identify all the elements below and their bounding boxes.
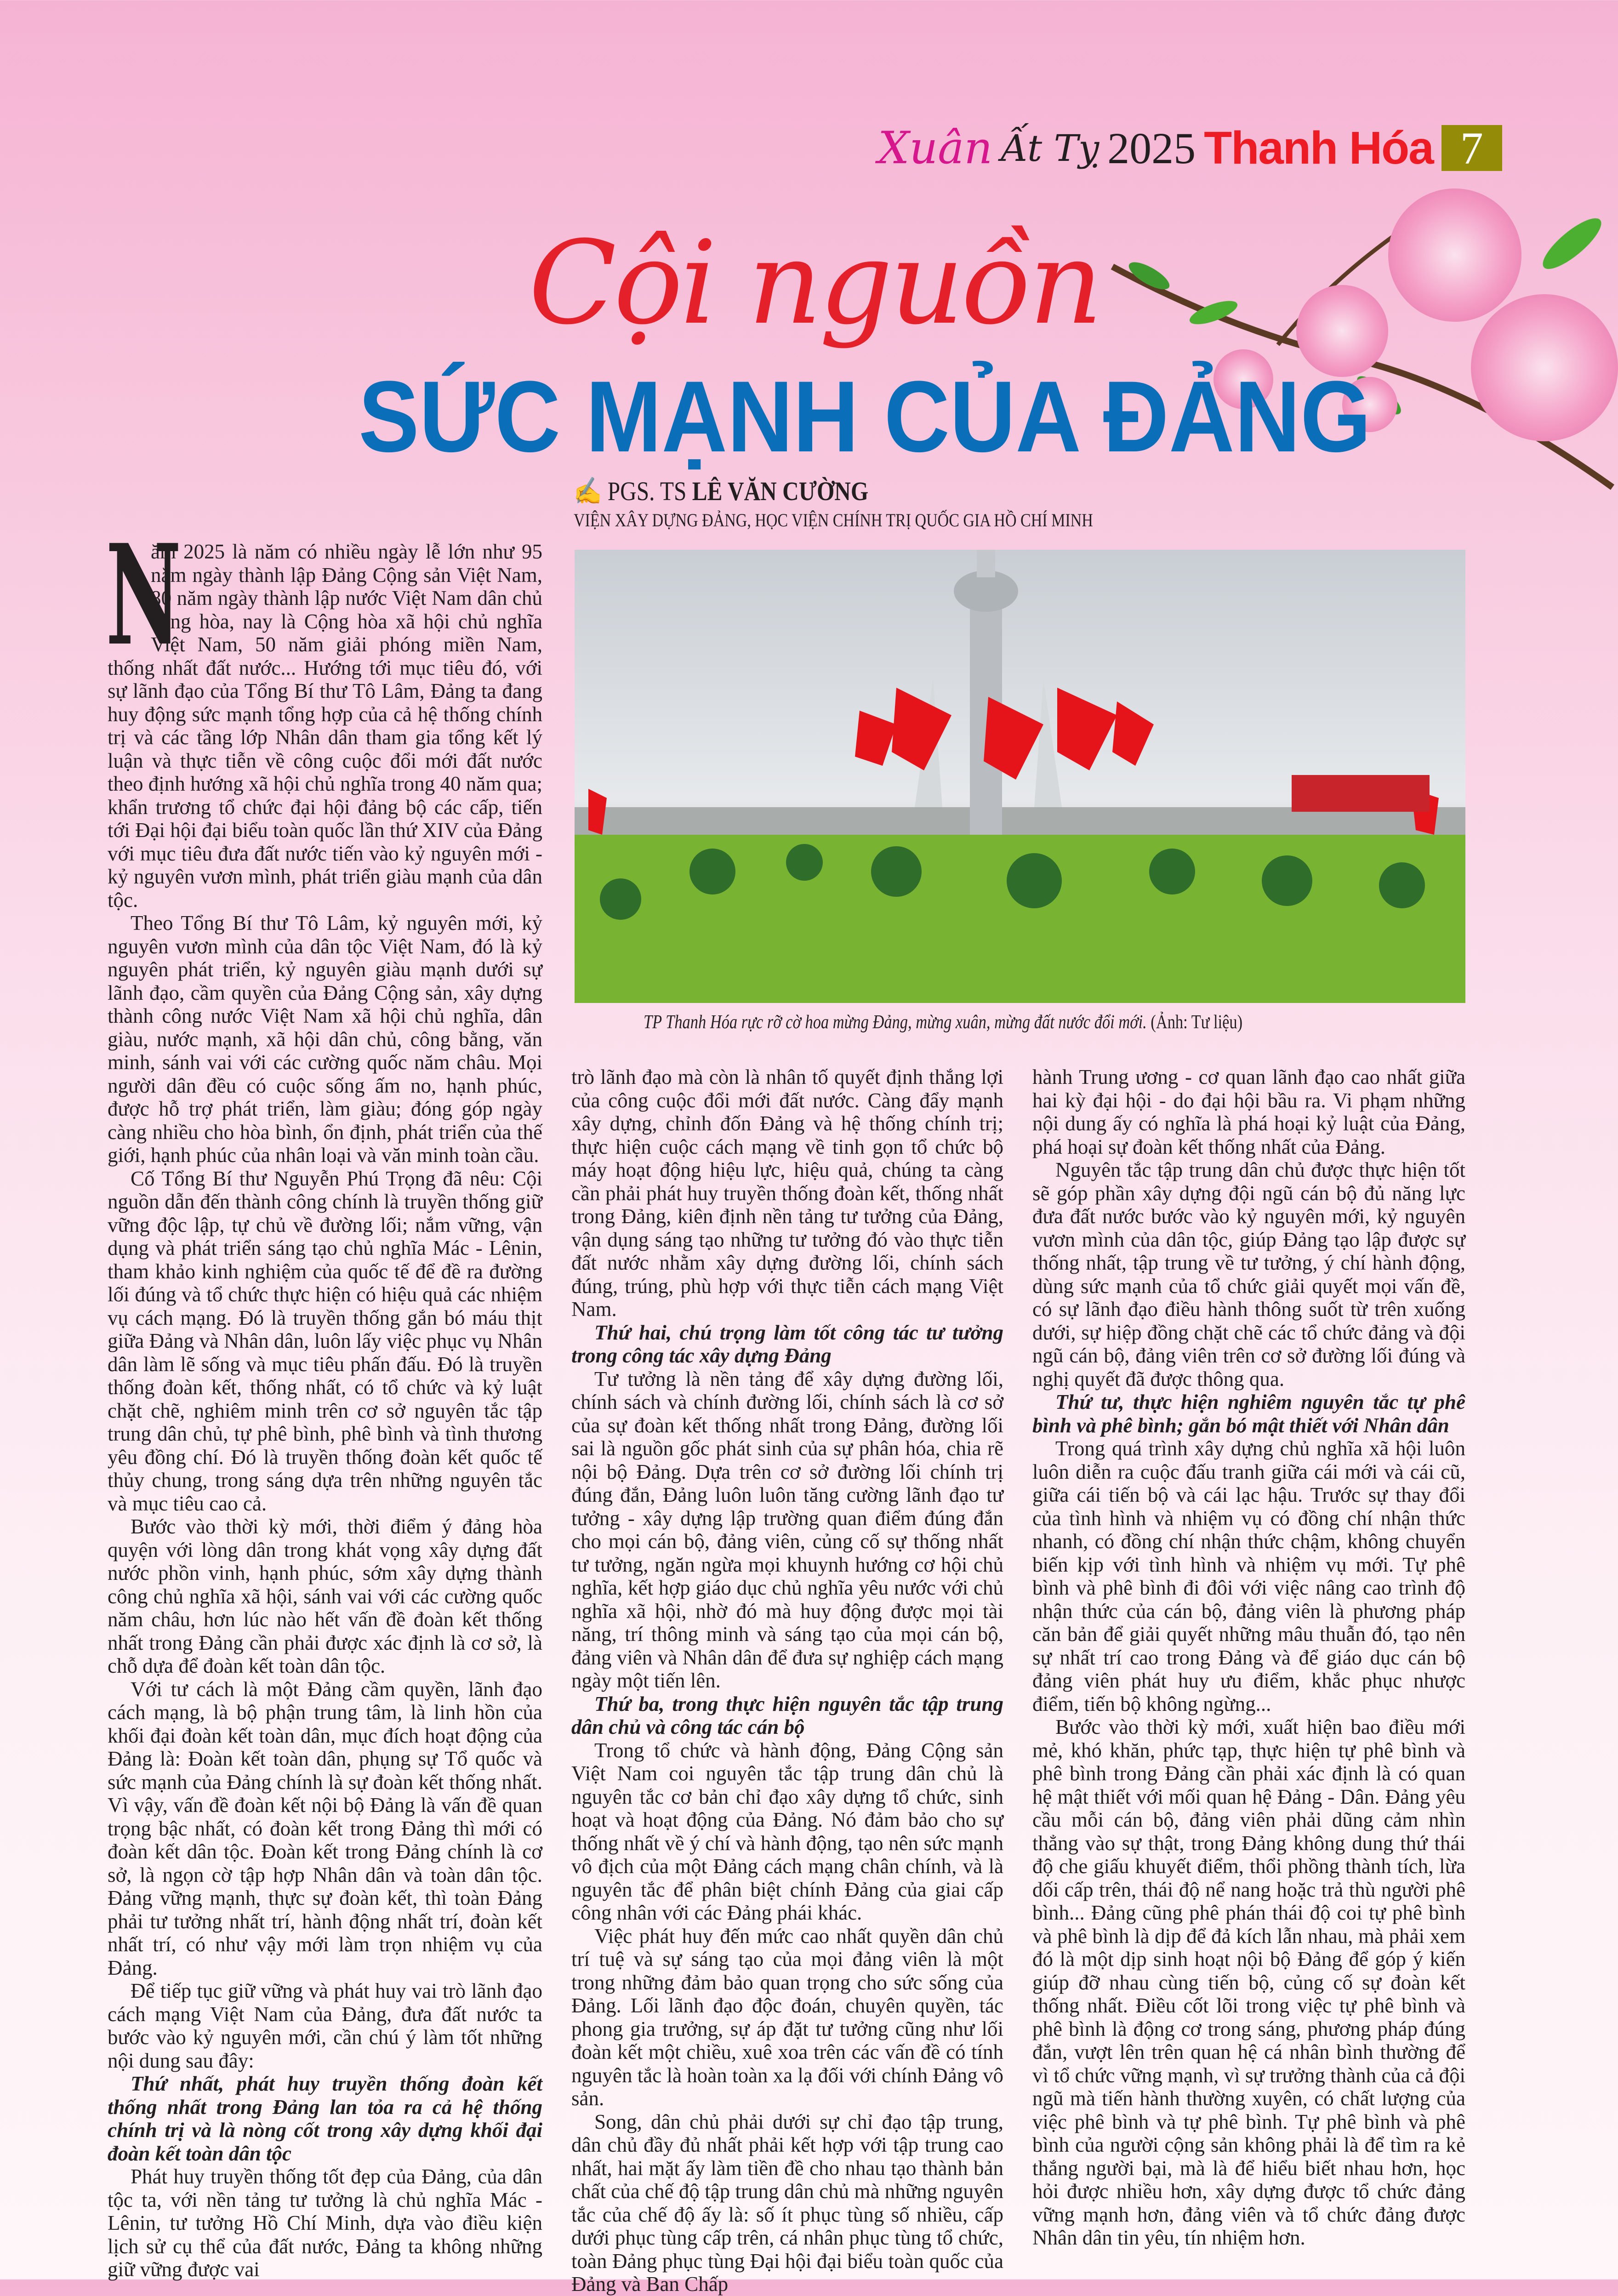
article-paragraph: Cố Tổng Bí thư Nguyễn Phú Trọng đã nêu: Cội nguồn dẫn đến thành công chính là truyền thống giữ vững độc lập, tự chủ về đường lối; nắm vững, vận dụng và phát triển sáng tạo chủ nghĩa Mác - Lênin, tham khảo kinh nghiệm của quốc tế để đề ra đường lối đúng và tổ chức thực hiện có hiệu quả các nhiệm vụ cách mạng. Đó là truyền thống gắn bó máu thịt giữa Đảng và Nhân dân, luôn lấy việc phục vụ Nhân dân làm lẽ sống và mục tiêu phấn đấu. Đó là truyền thống đoàn kết, thống nhất, có tổ chức và kỷ luật chặt chẽ, nghiêm minh trên cơ sở nguyên tắc tập trung dân chủ, tự phê bình, phê bình và tình thương yêu đồng chí. Đó là truyền thống đoàn kết quốc tế thủy chung, trong sáng dựa trên những nguyên tắc và mục tiêu cao cả. <box>108 1167 542 1515</box>
caption-text: TP Thanh Hóa rực rỡ cờ hoa mừng Đảng, mừng xuân, mừng đất nước đổi mới. <box>644 1012 1147 1033</box>
header-year: 2025 <box>1107 123 1196 173</box>
article-paragraph: Theo Tổng Bí thư Tô Lâm, kỷ nguyên mới, kỷ nguyên vươn mình của dân tộc Việt Nam, đó là kỷ nguyên phát triển, kỷ nguyên giàu mạnh dưới sự lãnh đạo, cầm quyền của Đảng Cộng sản, xây dựng thành công nước Việt Nam xã hội chủ nghĩa, dân giàu, nước mạnh, xã hội dân chủ, công bằng, văn minh, sánh vai với các cường quốc năm châu. Mọi người dân đều có cuộc sống ấm no, hạnh phúc, được hỗ trợ phát triển, làm giàu; đóng góp ngày càng nhiều cho hòa bình, ổn định, phát triển của thế giới, hạnh phúc của nhân loại và văn minh toàn cầu. <box>108 912 542 1167</box>
photo-caption <box>644 1011 1322 1033</box>
article-paragraph: Để tiếp tục giữ vững và phát huy vai trò lãnh đạo cách mạng Việt Nam của Đảng, đưa đất nước ta bước vào kỷ nguyên mới, cần chú ý làm tốt những nội dung sau đây: <box>108 1979 542 2072</box>
article-paragraph: Trong tổ chức và hành động, Đảng Cộng sản Việt Nam coi nguyên tắc tập trung dân chủ là nguyên tắc cơ bản chỉ đạo xây dựng tổ chức, sinh hoạt và hoạt động của Đảng. Nó đảm bảo cho sự thống nhất về ý chí và hành động, tạo nên sức mạnh vô địch của một Đảng cách mạng chân chính, và là nguyên tắc để phân biệt chính Đảng của giai cấp công nhân với các Đảng phái khác. <box>571 1738 1003 1924</box>
article-paragraph: Nguyên tắc tập trung dân chủ được thực hiện tốt sẽ góp phần xây dựng đội ngũ cán bộ đủ năng lực đưa đất nước bước vào kỷ nguyên mới, kỷ nguyên vươn mình của dân tộc, giúp Đảng tạo lập được sự thống nhất, tập trung về tư tưởng, ý chí hành động, dùng sức mạnh của tổ chức giải quyết mọi vấn đề, có sự lãnh đạo điều hành thông suốt từ trên xuống dưới, sự hiệp đồng chặt chẽ các tổ chức đảng và đội ngũ cán bộ, đảng viên trên cơ sở đường lối đúng và nghị quyết đã được thông qua. <box>1032 1158 1465 1390</box>
article-paragraph: Song, dân chủ phải dưới sự chỉ đạo tập trung, dân chủ đầy đủ nhất phải kết hợp với tập trung cao nhất, hai mặt ấy làm tiền đề cho nhau tạo thành bản chất của chế độ tập trung dân chủ mà những nguyên tắc của chế độ ấy là: số ít phục tùng số nhiều, cấp dưới phục tùng cấp trên, cá nhân phục tùng tổ chức, toàn Đảng phục tùng Đại hội đại biểu toàn quốc của Đảng và Ban Chấp <box>571 2110 1003 2296</box>
section-heading: Thứ ba, trong thực hiện nguyên tắc tập trung dân chủ và công tác cán bộ <box>571 1692 1003 1738</box>
blossom <box>1388 188 1521 322</box>
article-paragraph: Trong quá trình xây dựng chủ nghĩa xã hội luôn luôn diễn ra cuộc đấu tranh giữa cái mới và cái cũ, giữa cái tiến bộ và cái lạc hậu. Trước sự thay đổi của tình hình và nhiệm vụ có đồng chí nhận thức nhanh, có đồng chí nhận thức chậm, không chuyển biến kịp với tình hình và nhiệm vụ mới. Tự phê bình và phê bình đi đôi với việc nâng cao trình độ nhận thức của cán bộ, đảng viên là phương pháp căn bản để giải quyết những mâu thuẫn đó, tạo nên sự nhất trí cao trong Đảng và để giáo dục cán bộ đảng viên phát huy ưu điểm, khắc phục nhược điểm, tiến bộ không ngừng... <box>1032 1437 1465 1715</box>
publication-name: Thanh Hóa <box>1204 122 1433 174</box>
title-script: Cội nguồn <box>529 216 1100 350</box>
drop-cap: N <box>106 514 182 676</box>
author-affiliation: VIỆN XÂY DỰNG ĐẢNG, HỌC VIỆN CHÍNH TRỊ QUỐC GIA HỒ CHÍ MINH <box>574 510 1093 530</box>
article-paragraph: trò lãnh đạo mà còn là nhân tố quyết định thắng lợi của công cuộc đổi mới đất nước. Càng đẩy mạnh xây dựng, chỉnh đốn Đảng và hệ thống chính trị; thực hiện cuộc cách mạng về tinh gọn tổ chức bộ máy hoạt động hiệu lực, hiệu quả, chúng ta càng cần phải phát huy truyền thống đoàn kết, thống nhất trong Đảng, kiên định nền tảng tư tưởng của Đảng, vận dụng sáng tạo những tư tưởng đó vào thực tiễn đất nước nhằm xây dựng đường lối, chính sách đúng, trúng, phù hợp với thực tiễn cách mạng Việt Nam. <box>571 1065 1003 1321</box>
article-column-2 <box>571 1065 1003 2296</box>
blossom <box>1471 294 1618 441</box>
section-heading: Thứ hai, chú trọng làm tốt công tác tư tưởng trong công tác xây dựng Đảng <box>571 1321 1003 1367</box>
article-paragraph: Việc phát huy đến mức cao nhất quyền dân chủ trí tuệ và sự sáng tạo của mọi đảng viên là một trong những đảm bảo quan trọng cho sức sống của Đảng. Lối lãnh đạo độc đoán, chuyên quyền, tác phong gia trưởng, sự áp đặt tư tưởng cũng như lối đoàn kết một chiều, xuê xoa trên các vấn đề có tính nguyên tắc là hoàn toàn xa lạ đối với chính Đảng vô sản. <box>571 1924 1003 2110</box>
article-paragraph: Bước vào thời kỳ mới, xuất hiện bao điều mới mẻ, khó khăn, phức tạp, thực hiện tự phê bình và phê bình trong Đảng cần phải xác định là có quan hệ mật thiết với mối quan hệ Đảng - Dân. Đảng yêu cầu mỗi cán bộ, đảng viên phải dũng cảm nhìn thẳng vào sự thật, trong Đảng không dung thứ thái độ che giấu khuyết điểm, thổi phồng thành tích, lừa dối cấp trên, thái độ nể nang hoặc trả thù người phê bình... Đảng cũng phê phán thái độ coi tự phê bình và phê bình là dịp để đả kích lẫn nhau, mà phải xem đó là một dịp sinh hoạt nội bộ Đảng để góp ý kiến giúp đỡ nhau cùng tiến bộ, củng cố sự đoàn kết thống nhất. Điều cốt lõi trong việc tự phê bình và phê bình là động cơ trong sáng, phương pháp đúng đắn, vượt lên trên quan hệ cá nhân bình thường để vì tổ chức vững mạnh, vì sự trưởng thành của cả đội ngũ mà tiến hành thường xuyên, có chất lượng của việc phê bình và tự phê bình. Tự phê bình và phê bình của người cộng sản không phải là để tìm ra kẻ thắng người bại, mà là để hiểu biết nhau hơn, học hỏi được nhiều hơn, xây dựng được tổ chức đảng vững mạnh hơn, đảng viên và tổ chức đảng được Nhân dân tin yêu, tín nhiệm hơn. <box>1032 1715 1465 2249</box>
paragraph-text: ăm 2025 là năm có nhiều ngày lễ lớn như 95 năm ngày thành lập Đảng Cộng sản Việt Nam, 80 năm ngày thành lập nước Việt Nam dân chủ cộng hòa, nay là Cộng hòa xã hội chủ nghĩa Việt Nam, 50 năm giải phóng miền Nam, thống nhất đất nước... Hướng tới mục tiêu đó, với sự lãnh đạo của Tổng Bí thư Tô Lâm, Đảng ta đang huy động sức mạnh tổng hợp của cả hệ thống chính trị và các tầng lớp Nhân dân tham gia tổng kết lý luận và thực tiễn về công cuộc đổi mới đất nước theo định hướng xã hội chủ nghĩa trong 40 năm qua; khẩn trương tổ chức đại hội đảng bộ các cấp, tiến tới Đại hội đại biểu toàn quốc lần thứ XIV của Đảng với mục tiêu đưa đất nước tiến vào kỷ nguyên mới - kỷ nguyên vươn mình, phát triển giàu mạnh của dân tộc. <box>108 540 542 912</box>
article-column-3 <box>1032 1065 1465 2249</box>
article-photo <box>575 550 1465 1003</box>
byline <box>574 476 868 507</box>
header-xuan: Xuân <box>878 122 993 174</box>
section-heading: Thứ nhất, phát huy truyền thống đoàn kết thống nhất trong Đảng lan tỏa ra cả hệ thống chính trị và là nòng cốt trong xây dựng khối đại đoàn kết toàn dân tộc <box>108 2072 542 2165</box>
article-paragraph: hành Trung ương - cơ quan lãnh đạo cao nhất giữa hai kỳ đại hội - do đại hội bầu ra. Vi phạm những nội dung ấy có nghĩa là phá hoại kỷ luật của Đảng, phá hoại sự đoàn kết thống nhất của Đảng. <box>1032 1065 1465 1158</box>
article-column-1 <box>106 514 542 2281</box>
article-paragraph: Tư tưởng là nền tảng để xây dựng đường lối, chính sách và chính đường lối, chính sách là cơ sở của sự đoàn kết thống nhất trong Đảng, đường lối sai là nguồn gốc phát sinh của sự phân hóa, chia rẽ nội bộ Đảng. Dựa trên cơ sở đường lối chính trị đúng đắn, Đảng luôn luôn tăng cường lãnh đạo tư tưởng - xây dựng lập trường quan điểm đúng đắn cho mọi cán bộ, đảng viên, củng cố sự thống nhất tư tưởng, ngăn ngừa mọi khuynh hướng cơ hội chủ nghĩa, kết hợp giáo dục chủ nghĩa yêu nước với chủ nghĩa xã hội, nhờ đó mà huy động được mọi tài năng, trí thông minh và sáng tạo của mọi cán bộ, đảng viên và Nhân dân để đưa sự nghiệp cách mạng ngày một tiến lên. <box>571 1367 1003 1692</box>
photo-illustration <box>575 550 1465 1003</box>
author-name: LÊ VĂN CƯỜNG <box>692 476 869 506</box>
author-title: PGS. TS <box>607 476 687 506</box>
article-paragraph: Phát huy truyền thống tốt đẹp của Đảng, của dân tộc ta, với nền tảng tư tưởng là chủ nghĩa Mác - Lênin, tư tưởng Hồ Chí Minh, dựa vào điều kiện lịch sử cụ thể của đất nước, Đảng ta không những giữ vững được vai <box>108 2165 542 2281</box>
article-paragraph: Bước vào thời kỳ mới, thời điểm ý đảng hòa quyện với lòng dân trong khát vọng xây dựng đất nước phồn vinh, hạnh phúc, sớm xây dựng thành công chủ nghĩa xã hội, sánh vai với các cường quốc năm châu, hơn lúc nào hết vấn đề đoàn kết thống nhất trong Đảng cần phải được xác định là cơ sở, là chỗ dựa để đoàn kết toàn dân tộc. <box>108 1515 542 1677</box>
header-at-ty: Ất Tỵ <box>1001 126 1100 170</box>
article-paragraph: Với tư cách là một Đảng cầm quyền, lãnh đạo cách mạng, là bộ phận trung tâm, là linh hồn của khối đại đoàn kết toàn dân, mục đích hoạt động của Đảng là: Đoàn kết toàn dân, phụng sự Tổ quốc và sức mạnh của Đảng chính là sự đoàn kết thống nhất. Vì vậy, vấn đề đoàn kết nội bộ Đảng là vấn đề quan trọng bậc nhất, có đoàn kết trong Đảng thì mới có đoàn kết dân tộc. Đoàn kết trong Đảng chính là cơ sở, là ngọn cờ tập hợp Nhân dân và toàn dân tộc. Đảng vững mạnh, thực sự đoàn kết, thì toàn Đảng phải tư tưởng nhất trí, hành động nhất trí, đoàn kết nhất trí, có như vậy mới làm trọn nhiệm vụ của Đảng. <box>108 1677 542 1979</box>
page-title: SỨC MẠNH CỦA ĐẢNG <box>359 360 1371 473</box>
page-header <box>878 120 1502 176</box>
section-heading: Thứ tư, thực hiện nghiêm nguyên tắc tự phê bình và phê bình; gắn bó mật thiết với Nhân dân <box>1032 1390 1465 1437</box>
pen-writing-icon: ✍ <box>574 476 602 506</box>
photo-credit: (Ảnh: Tư liệu) <box>1151 1012 1243 1033</box>
article-paragraph <box>106 514 542 912</box>
page-number: 7 <box>1441 125 1502 171</box>
